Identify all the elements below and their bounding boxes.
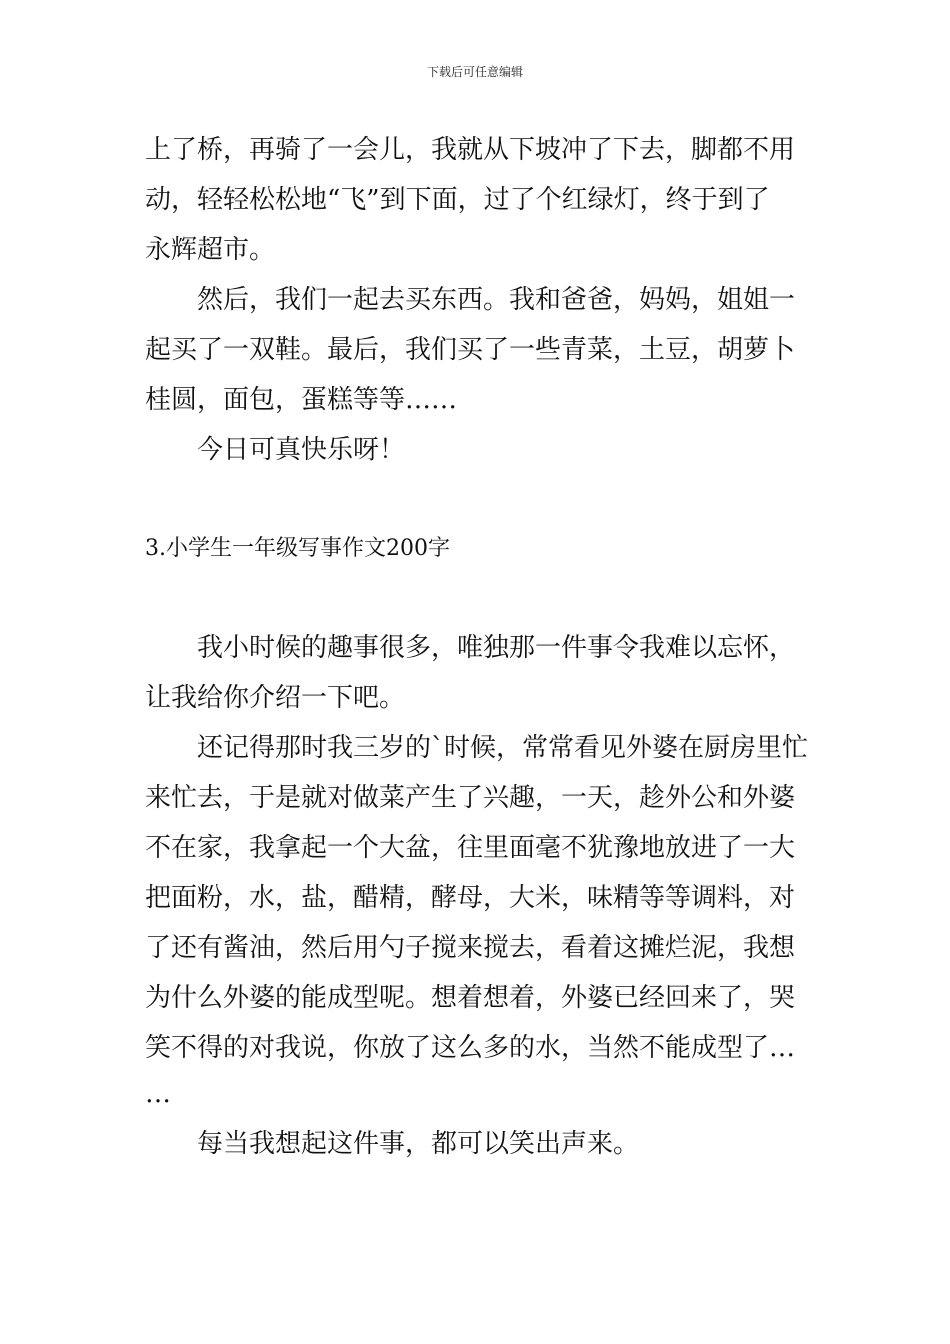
paragraph-line: 来忙去，于是就对做菜产生了兴趣，一天，趁外公和外婆	[145, 783, 796, 813]
paragraph-line: 还记得那时我三岁的`时候，常常看见外婆在厨房里忙	[197, 733, 809, 763]
paragraph-line: …	[145, 1079, 171, 1109]
section-heading: 3.小学生一年级写事作文200字	[145, 536, 450, 561]
paragraph-line: 我小时候的趣事很多，唯独那一件事令我难以忘怀，	[197, 633, 796, 663]
paragraph-line: 每当我想起这件事，都可以笑出声来。	[197, 1129, 640, 1159]
paragraph-line: 把面粉，水，盐，醋精，酵母，大米，味精等等调料，对	[145, 883, 796, 913]
paragraph-line: 起买了一双鞋。最后，我们买了一些青菜，土豆，胡萝卜	[145, 335, 796, 365]
paragraph-line: 上了桥，再骑了一会儿，我就从下坡冲了下去，脚都不用	[145, 135, 796, 165]
page-header: 下载后可任意编辑	[426, 65, 523, 79]
paragraph-line: 不在家，我拿起一个大盆，往里面毫不犹豫地放进了一大	[145, 833, 796, 863]
paragraph-line: 了还有酱油，然后用勺子搅来搅去，看着这摊烂泥，我想	[145, 933, 796, 963]
paragraph-line: 今日可真快乐呀！	[197, 435, 406, 465]
paragraph-line: 然后，我们一起去买东西。我和爸爸，妈妈，姐姐一	[197, 285, 796, 315]
paragraph-line: 动，轻轻松松地“飞”到下面，过了个红绿灯，终于到了	[145, 185, 770, 215]
paragraph-line: 为什么外婆的能成型呢。想着想着，外婆已经回来了，哭	[145, 983, 796, 1013]
paragraph-line: 桂圆，面包，蛋糕等等……	[145, 385, 458, 415]
paragraph-line: 永辉超市。	[145, 235, 276, 265]
paragraph-line: 笑不得的对我说，你放了这么多的水，当然不能成型了…	[145, 1033, 796, 1063]
paragraph-line: 让我给你介绍一下吧。	[145, 683, 406, 713]
